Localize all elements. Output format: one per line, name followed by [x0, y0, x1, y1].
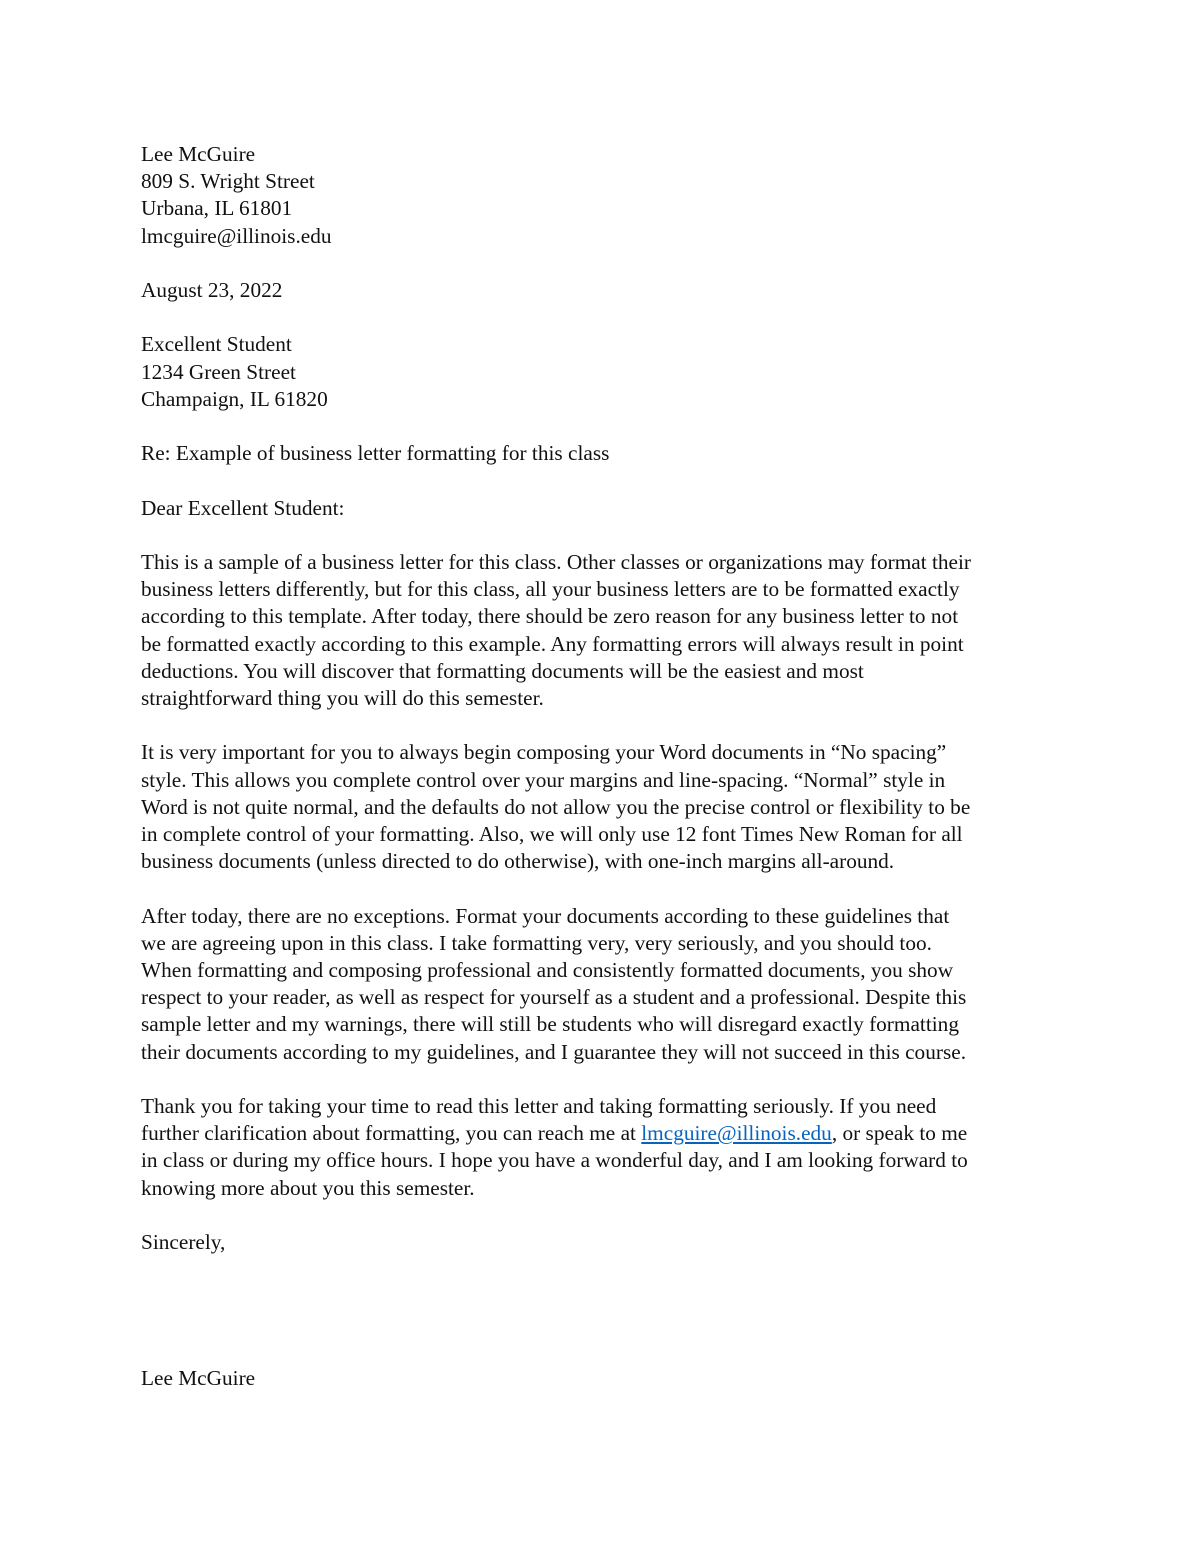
sender-email: lmcguire@illinois.edu: [141, 223, 332, 248]
signature-block: [141, 1365, 1066, 1392]
subject-block: [141, 440, 1066, 467]
date-block: [141, 277, 1066, 304]
sender-city-state-zip: Urbana, IL 61801: [141, 196, 293, 221]
paragraph-line: in class or during my office hours. I hope you have a wonderful day, and I am looking forward to: [141, 1148, 968, 1173]
recipient-street: 1234 Green Street: [141, 359, 296, 384]
signature-name: Lee McGuire: [141, 1365, 256, 1390]
paragraph-line: Thank you for taking your time to read this letter and taking formatting seriously. If you need: [141, 1093, 937, 1118]
salutation: Dear Excellent Student:: [141, 495, 345, 520]
business-letter: [141, 141, 1066, 1392]
closing: Sincerely,: [141, 1229, 226, 1254]
paragraph-line-with-link: [141, 1120, 1066, 1147]
paragraph-line: After today, there are no exceptions. Format your documents according to these guidelines that: [141, 903, 950, 928]
paragraph-line: business documents (unless directed to do otherwise), with one-inch margins all-around.: [141, 849, 895, 874]
body-paragraph-3: [141, 903, 1066, 1066]
signature-space: [141, 1256, 1066, 1365]
subject-line: Re: Example of business letter formatting for this class: [141, 441, 610, 466]
body-paragraph-1: [141, 549, 1066, 712]
paragraph-line: It is very important for you to always begin composing your Word documents in “No spacing”: [141, 740, 947, 765]
closing-block: [141, 1229, 1066, 1256]
paragraph-line: straightforward thing you will do this semester.: [141, 685, 544, 710]
paragraph-line: knowing more about you this semester.: [141, 1175, 475, 1200]
paragraph-line: When formatting and composing professional and consistently formatted documents, you show: [141, 957, 954, 982]
paragraph-line: deductions. You will discover that formatting documents will be the easiest and most: [141, 658, 864, 683]
paragraph-line: style. This allows you complete control over your margins and line-spacing. “Normal” style in: [141, 767, 946, 792]
paragraph-line: business letters differently, but for this class, all your business letters are to be formatted exactly: [141, 577, 960, 602]
paragraph-line: according to this template. After today, there should be zero reason for any business letter to not: [141, 604, 959, 629]
paragraph-line: their documents according to my guidelines, and I guarantee they will not succeed in this course.: [141, 1039, 967, 1064]
paragraph-line: be formatted exactly according to this example. Any formatting errors will always result in point: [141, 631, 964, 656]
sender-street: 809 S. Wright Street: [141, 169, 315, 194]
paragraph-line: respect to your reader, as well as respect for yourself as a student and a professional. Despite this: [141, 985, 967, 1010]
paragraph-line: in complete control of your formatting. Also, we will only use 12 font Times New Roman for all: [141, 821, 963, 846]
recipient-name: Excellent Student: [141, 332, 292, 357]
body-paragraph-4: [141, 1093, 1066, 1202]
salutation-block: [141, 495, 1066, 522]
sender-name: Lee McGuire: [141, 142, 256, 166]
sender-address-block: [141, 141, 1066, 250]
paragraph-text: , or speak to me: [831, 1121, 968, 1146]
body-paragraph-2: [141, 739, 1066, 875]
paragraph-line: sample letter and my warnings, there will still be students who will disregard exactly formatting: [141, 1012, 959, 1037]
paragraph-line: This is a sample of a business letter for this class. Other classes or organizations may format their: [141, 549, 971, 574]
recipient-city-state-zip: Champaign, IL 61820: [141, 386, 328, 411]
letter-date: August 23, 2022: [141, 278, 283, 302]
recipient-address-block: [141, 331, 1066, 413]
email-link[interactable]: lmcguire@illinois.edu: [641, 1121, 832, 1146]
paragraph-text: further clarification about formatting, you can reach me at: [141, 1121, 642, 1146]
paragraph-line: we are agreeing upon in this class. I take formatting very, very seriously, and you should too.: [141, 930, 932, 955]
paragraph-line: Word is not quite normal, and the defaults do not allow you the precise control or flexibility to be: [141, 794, 971, 819]
